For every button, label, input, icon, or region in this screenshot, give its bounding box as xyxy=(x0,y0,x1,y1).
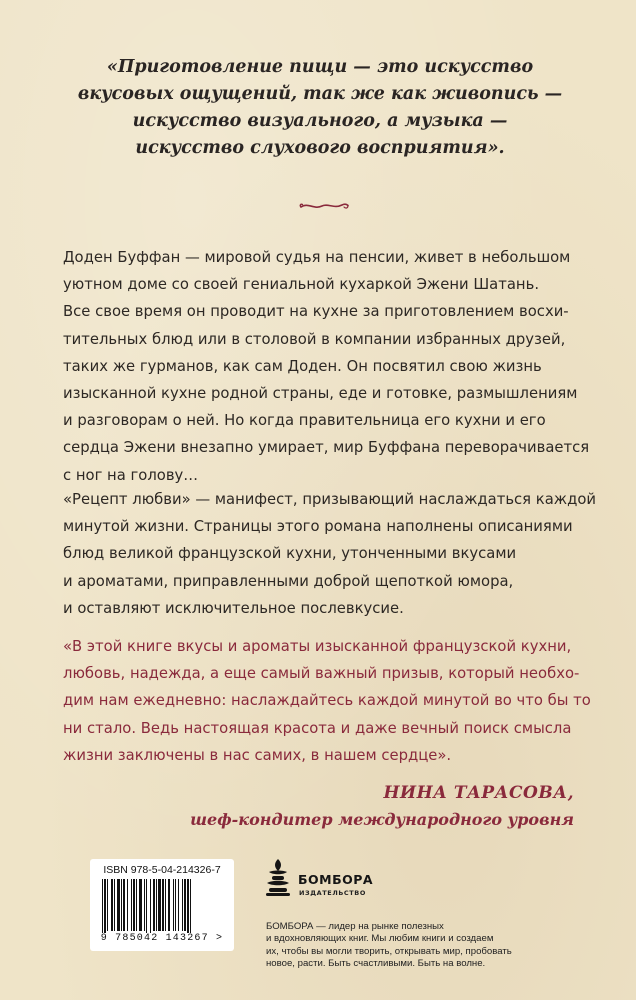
barcode-digits: 9 785042 143267 > xyxy=(94,933,230,944)
description-paragraph-1 xyxy=(63,244,590,489)
publisher-description xyxy=(266,921,566,971)
text-line: с ног на голову… xyxy=(63,466,199,484)
barcode-bar xyxy=(156,879,157,931)
barcode-bar xyxy=(190,879,191,935)
barcode-bar xyxy=(117,879,120,931)
description-paragraph-2 xyxy=(63,486,597,622)
text-line: и вдохновляющих книг. Мы любим книги и создаем xyxy=(266,933,494,945)
bombora-logo-icon xyxy=(263,858,293,898)
text-line: уютном доме со своей гениальной кухаркой Эжени Шатань. xyxy=(63,276,540,294)
author-name: НИНА ТАРАСОВА, xyxy=(383,783,574,803)
text-line: БОМБОРА — лидер на рынке полезных xyxy=(266,921,444,932)
barcode-bar xyxy=(158,879,161,931)
barcode-bar xyxy=(107,879,108,931)
barcode-bar xyxy=(133,879,135,931)
barcode-bar xyxy=(144,879,145,931)
barcode-bar xyxy=(136,879,137,931)
publisher-logo-subtitle: ИЗДАТЕЛЬСТВО xyxy=(299,889,366,897)
barcode-bar xyxy=(123,879,125,931)
epigraph-line: «Приготовление пищи — это искусство xyxy=(106,57,534,77)
barcode-bar xyxy=(127,879,128,931)
barcode-bar xyxy=(175,879,176,931)
text-line: Все свое время он проводит на кухне за приготовлением восхи- xyxy=(63,303,569,321)
barcode xyxy=(90,859,234,951)
author-title: шеф-кондитер международного уровня xyxy=(190,810,574,829)
text-line: минутой жизни. Страницы этого романа наполнены описаниями xyxy=(63,518,573,536)
barcode-bar xyxy=(165,879,166,931)
barcode-bar xyxy=(131,879,132,931)
text-line: блюд великой французской кухни, утонченными вкусами xyxy=(63,545,517,563)
barcode-bar xyxy=(114,879,115,931)
text-line: тительных блюд или в столовой в компании избранных друзей, xyxy=(63,330,566,348)
barcode-bar xyxy=(182,879,183,931)
text-line: новое, расти. Быть счастливыми. Быть на волне. xyxy=(266,958,486,970)
review-author xyxy=(190,780,574,834)
text-line: дим нам ежедневно: наслаждайтесь каждой минутой во что бы то xyxy=(63,692,591,710)
barcode-bar xyxy=(121,879,122,931)
barcode-bar xyxy=(168,879,170,931)
text-line: любовь, надежда, а еще самый важный призыв, который необхо- xyxy=(63,665,580,683)
text-line: Доден Буффан — мировой судья на пенсии, живет в небольшом xyxy=(63,249,571,266)
barcode-bars-icon xyxy=(100,879,224,935)
publisher-logo-name: БОМБОРА xyxy=(298,872,374,887)
barcode-bar xyxy=(162,879,164,931)
text-line: «Рецепт любви» — манифест, призывающий наслаждаться каждой xyxy=(63,491,597,508)
barcode-bar xyxy=(153,879,155,931)
text-line: таких же гурманов, как сам Доден. Он посвятил свою жизнь xyxy=(63,357,542,375)
epigraph-line: искусство визуального, а музыка — xyxy=(132,111,508,131)
epigraph-line: искусство слухового восприятия». xyxy=(135,138,505,158)
epigraph-line: вкусовых ощущений, так же как живопись — xyxy=(77,84,563,104)
text-line: и разговорам о ней. Но когда правительница его кухни и его xyxy=(63,412,546,430)
barcode-bar xyxy=(178,879,179,931)
text-line: их, чтобы вы могли творить, открывать мир, пробовать xyxy=(266,945,512,957)
text-line: изысканной кухне родной страны, еде и готовке, размышлениям xyxy=(63,385,578,403)
text-line: ни стало. Ведь настоящая красота и даже вечный поиск смысла xyxy=(63,719,572,737)
barcode-bar xyxy=(102,879,103,935)
barcode-bar xyxy=(104,879,106,935)
barcode-bar xyxy=(184,879,186,931)
epigraph-quote xyxy=(60,54,580,162)
text-line: и ароматами, приправленными доброй щепоткой юмора, xyxy=(63,572,514,590)
barcode-bar xyxy=(150,879,151,935)
isbn-label: ISBN 978-5-04-214326-7 xyxy=(103,864,221,876)
barcode-bar xyxy=(139,879,142,931)
flourish-ornament-icon xyxy=(298,198,350,214)
text-line: «В этой книге вкусы и ароматы изысканной французской кухни, xyxy=(63,638,572,655)
barcode-bar xyxy=(146,879,147,935)
text-line: жизни заключены в нас самих, в нашем сердце». xyxy=(63,746,452,764)
review-quote xyxy=(63,633,591,769)
text-line: сердца Эжени внезапно умирает, мир Буффана переворачивается xyxy=(63,439,590,457)
barcode-bar xyxy=(187,879,189,935)
barcode-bar xyxy=(173,879,174,931)
text-line: и оставляют исключительное послевкусие. xyxy=(63,599,404,617)
barcode-bar xyxy=(111,879,113,931)
